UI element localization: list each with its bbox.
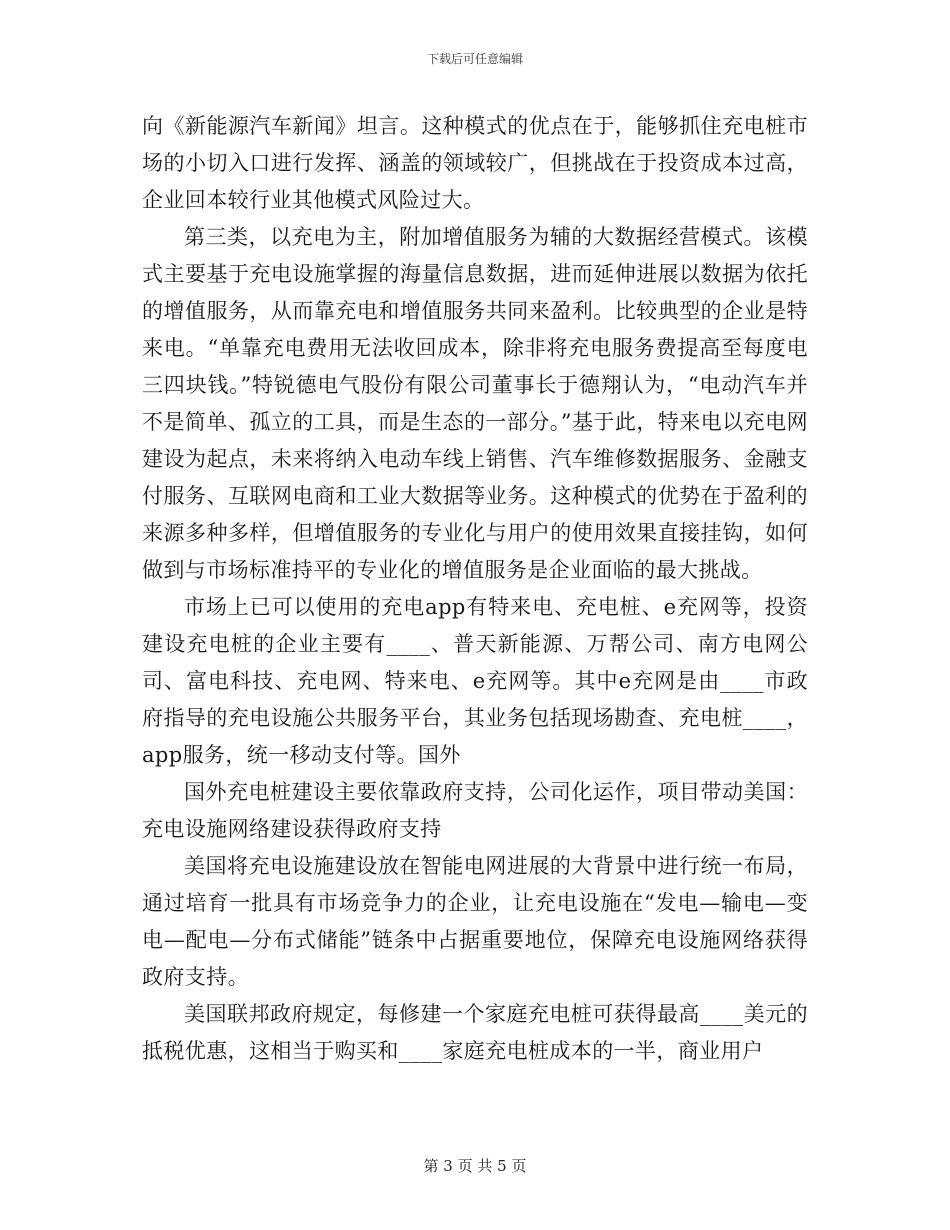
paragraph-1: 向《新能源汽车新闻》坦言。这种模式的优点在于，能够抓住充电桩市场的小切入口进行发挥、涵盖的领域较广，但挑战在于投资成本过高，企业回本较行业其他模式风险过大。	[142, 114, 808, 212]
document-body	[142, 108, 808, 1070]
paragraph-2: 第三类，以充电为主，附加增值服务为辅的大数据经营模式。该模式主要基于充电设施掌握的海量信息数据，进而延伸进展以数据为依托的增值服务，从而靠充电和增值服务共同来盈利。比较典型的企业是特来电。“单靠充电费用无法收回成本，除非将充电服务费提高至每度电三四块钱。”特锐德电气股份有限公司董事长于德翔认为，“电动汽车并不是简单、孤立的工具，而是生态的一部分。”基于此，特来电以充电网建设为起点，未来将纳入电动车线上销售、汽车维修数据服务、金融支付服务、互联网电商和工业大数据等业务。这种模式的优势在于盈利的来源多种多样，但增值服务的专业化与用户的使用效果直接挂钩，如何做到与市场标准持平的专业化的增值服务是企业面临的最大挑战。	[142, 225, 808, 582]
paragraph-5: 美国将充电设施建设放在智能电网进展的大背景中进行统一布局，通过培育一批具有市场竞争力的企业，让充电设施在“发电—输电—变电—配电—分布式储能”链条中占据重要地位，保障充电设施网络获得政府支持。	[142, 854, 808, 989]
paragraph-6: 美国联邦政府规定，每修建一个家庭充电桩可获得最高____美元的抵税优惠，这相当于购买和____家庭充电桩成本的一半，商业用户	[142, 1002, 808, 1063]
page-footer: 第 3 页 共 5 页	[423, 1157, 527, 1175]
paragraph-4: 国外充电桩建设主要依靠政府支持，公司化运作，项目带动美国：充电设施网络建设获得政府支持	[142, 780, 808, 841]
paragraph-3: 市场上已可以使用的充电app有特来电、充电桩、e充网等，投资建设充电桩的企业主要有____、普天新能源、万帮公司、南方电网公司、富电科技、充电网、特来电、e充网等。其中e充网是由____市政府指导的充电设施公共服务平台，其业务包括现场勘查、充电桩____，app服务，统一移动支付等。国外	[142, 595, 808, 767]
page-header: 下载后可任意编辑	[426, 52, 523, 66]
